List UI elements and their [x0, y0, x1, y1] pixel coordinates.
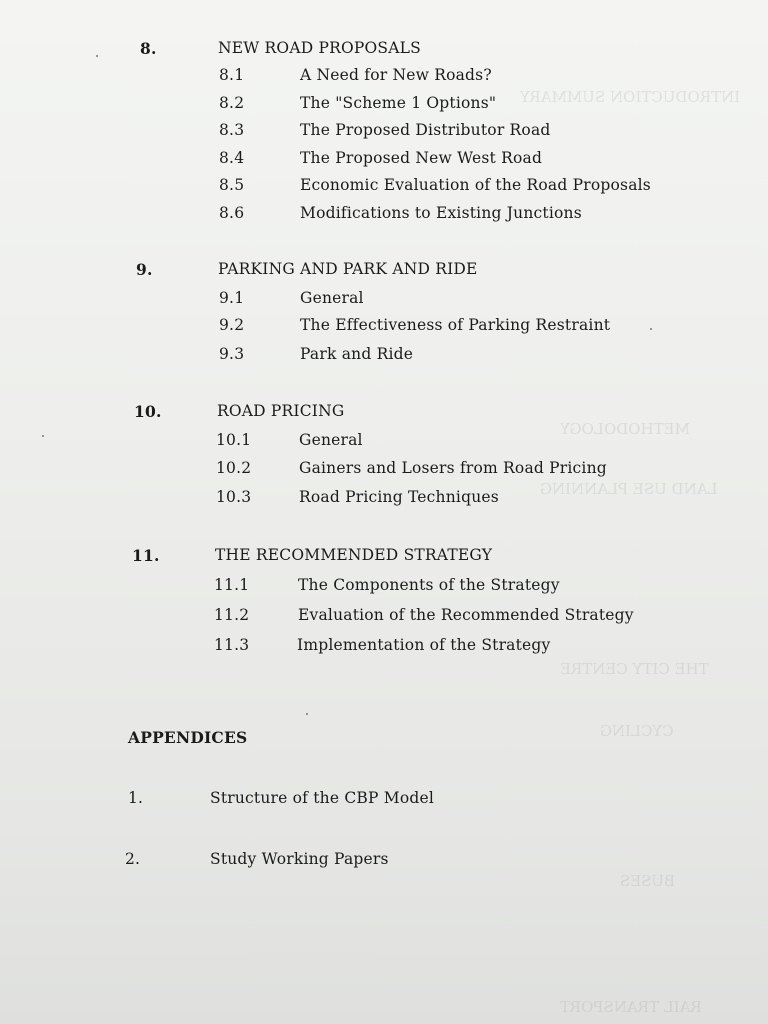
entry-number: 8.1 [219, 66, 245, 84]
show-through-text: CYCLING [600, 722, 674, 740]
appendix-number: 1. [128, 789, 144, 807]
entry-title: Gainers and Losers from Road Pricing [299, 459, 607, 477]
appendix-title: Study Working Papers [210, 850, 389, 868]
show-through-text: BUSES [620, 872, 676, 890]
entry-title: The Proposed New West Road [300, 149, 543, 167]
entry-title: General [300, 289, 364, 307]
toc-section-11 [0, 546, 768, 570]
section-number: 9. [136, 260, 153, 279]
entry-title: Modifications to Existing Junctions [300, 204, 582, 222]
toc-entry [0, 636, 768, 660]
toc-entry [0, 431, 768, 455]
section-title: NEW ROAD PROPOSALS [218, 39, 421, 57]
section-number: 8. [140, 39, 157, 58]
appendix-entry [0, 789, 768, 813]
entry-title: Evaluation of the Recommended Strategy [298, 606, 634, 624]
toc-entry [0, 66, 768, 90]
entry-number: 9.1 [219, 289, 245, 307]
show-through-text: LAND USE PLANNING [540, 480, 718, 498]
entry-title: Implementation of the Strategy [297, 636, 551, 654]
toc-entry [0, 316, 768, 340]
entry-title: Economic Evaluation of the Road Proposals [300, 176, 651, 194]
entry-number: 10.2 [216, 459, 252, 477]
entry-title: The "Scheme 1 Options" [300, 94, 497, 112]
section-title: PARKING AND PARK AND RIDE [218, 260, 478, 278]
entry-number: 8.3 [219, 121, 245, 139]
section-number: 10. [134, 402, 162, 421]
toc-entry [0, 121, 768, 145]
entry-number: 11.2 [214, 606, 250, 624]
show-through-text: INTRODUCTION SUMMARY [520, 88, 741, 106]
section-title: THE RECOMMENDED STRATEGY [215, 546, 493, 564]
show-through-text: RAIL TRANSPORT [560, 998, 702, 1016]
entry-title: The Components of the Strategy [298, 576, 560, 594]
entry-number: 9.3 [219, 345, 245, 363]
appendix-number: 2. [125, 850, 141, 868]
toc-entry [0, 459, 768, 483]
toc-entry [0, 606, 768, 630]
entry-number: 9.2 [219, 316, 245, 334]
toc-entry [0, 576, 768, 600]
appendices-heading: APPENDICES [128, 728, 248, 747]
entry-title: The Proposed Distributor Road [300, 121, 551, 139]
entry-number: 8.6 [219, 204, 245, 222]
speck [306, 713, 308, 715]
entry-number: 10.1 [216, 431, 252, 449]
entry-title: A Need for New Roads? [300, 66, 492, 84]
appendix-title: Structure of the CBP Model [210, 789, 435, 807]
toc-section-8 [0, 39, 768, 63]
toc-entry [0, 488, 768, 512]
show-through-text: METHODOLOGY [560, 420, 690, 438]
entry-number: 10.3 [216, 488, 252, 506]
appendix-entry [0, 850, 768, 874]
entry-title: Park and Ride [300, 345, 414, 363]
toc-entry [0, 149, 768, 173]
toc-entry [0, 94, 768, 118]
toc-entry [0, 345, 768, 369]
toc-entry [0, 176, 768, 200]
entry-title: General [299, 431, 363, 449]
toc-section-10 [0, 402, 768, 426]
entry-number: 11.1 [214, 576, 250, 594]
show-through-text: THE CITY CENTRE [560, 660, 709, 678]
entry-title: The Effectiveness of Parking Restraint [300, 316, 611, 334]
toc-entry [0, 289, 768, 313]
section-title: ROAD PRICING [217, 402, 345, 420]
toc-section-9 [0, 260, 768, 284]
entry-number: 8.2 [219, 94, 245, 112]
entry-number: 11.3 [214, 636, 250, 654]
appendices-heading-row [0, 728, 768, 752]
entry-title: Road Pricing Techniques [299, 488, 499, 506]
section-number: 11. [132, 546, 160, 565]
toc-entry [0, 204, 768, 228]
entry-number: 8.5 [219, 176, 245, 194]
entry-number: 8.4 [219, 149, 245, 167]
